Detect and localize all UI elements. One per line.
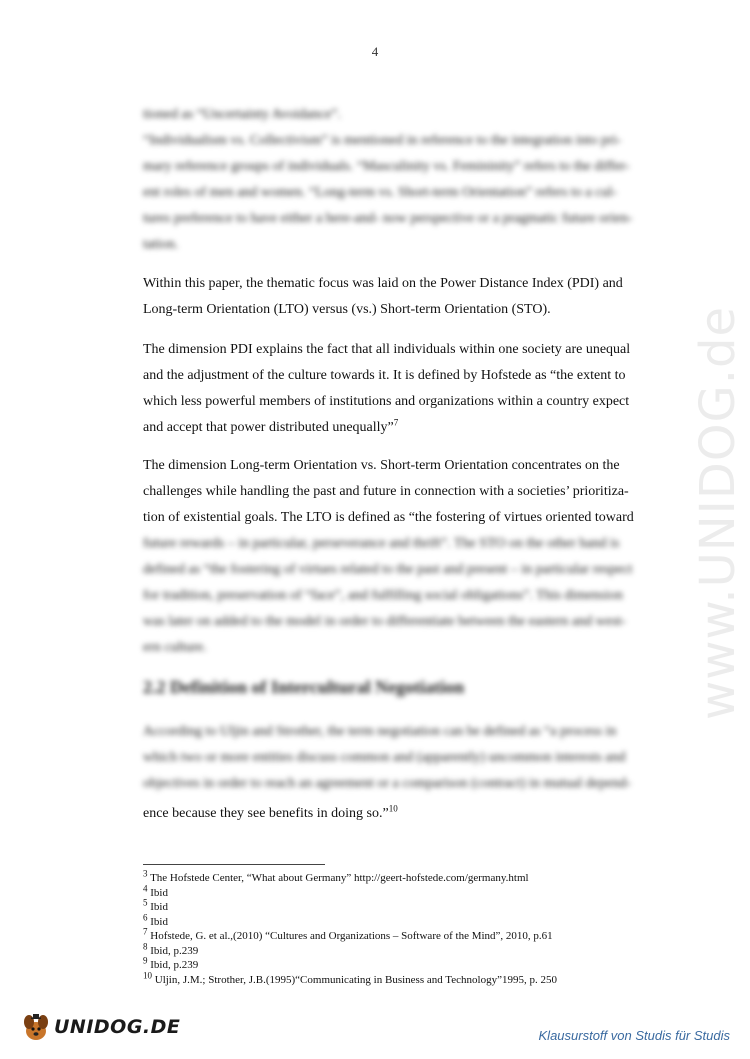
footnote-number: 6: [143, 911, 148, 922]
footnote-divider: [143, 864, 325, 865]
footnote-number: 9: [143, 955, 148, 966]
text-line: [143, 801, 673, 827]
slogan: Klausurstoff von Studis für Studis: [538, 1028, 730, 1043]
blurred-paragraph-definition: [143, 719, 673, 797]
text-line: objectives in order to reach an agreement or a comparison (contract) in mutual depend-: [143, 776, 631, 791]
text-line: According to Uljin and Strother, the term negotiation can be defined as “a process in: [143, 724, 617, 739]
paragraph-lto: [143, 453, 673, 531]
logo-text: UNIDOG.DE: [54, 1016, 181, 1038]
footnote: [143, 955, 703, 973]
page-number: 4: [371, 44, 379, 59]
footnotes: [143, 868, 703, 987]
footnote-number: 7: [143, 926, 148, 937]
text-span: and accept that power distributed unequally”: [143, 420, 394, 435]
text-line: which less powerful members of institutions and organizations within a country expect: [143, 394, 630, 409]
text-line: Long-term Orientation (LTO) versus (vs.) Short-term Orientation (STO).: [143, 302, 551, 317]
footnote-text: Ibid: [150, 901, 168, 913]
footnote-text: Hofstede, G. et al.,(2010) “Cultures and Organizations – Software of the Mind”, 2010, p.61: [150, 930, 553, 942]
text-line: tion of existential goals. The LTO is defined as “the fostering of virtues oriented toward: [143, 510, 634, 525]
footnote: [143, 868, 703, 886]
text-line: The dimension PDI explains the fact that all individuals within one society are unequal: [143, 342, 631, 357]
text-line: tioned as “Uncertainty Avoidance”.: [143, 107, 341, 122]
section-heading: 2.2 Definition of Intercultural Negotiation: [143, 677, 465, 697]
footnote: [143, 897, 703, 915]
text-span: ence because they see benefits in doing so.”: [143, 806, 389, 821]
text-line: [143, 415, 673, 441]
blurred-paragraph-lto: [143, 531, 673, 661]
paragraph-pdi: [143, 337, 673, 441]
text-line: and the adjustment of the culture towards it. It is defined by Hofstede as “the extent to: [143, 368, 626, 383]
footnote: [143, 969, 703, 988]
footnote-ref: 7: [393, 417, 399, 428]
text-line: “Individualism vs. Collectivism” is mentioned in reference to the integration into pri-: [143, 133, 622, 148]
footnote-text: Ibid: [150, 915, 168, 928]
unidog-logo[interactable]: [20, 1012, 180, 1042]
text-line: which two or more entities discuss common and (apparently) uncommon interests and: [143, 750, 626, 765]
footnote-text: The Hofstede Center, “What about Germany” http://geert-hofstede.com/germany.html: [150, 872, 529, 884]
footnote-number: 10: [143, 969, 152, 980]
footnote: [143, 882, 703, 901]
footnote-number: 4: [143, 882, 148, 893]
footnote-text: Uljin, J.M.; Strother, J.B.(1995)“Communicating in Business and Technology”1995, p. 250: [154, 973, 557, 986]
text-line: mary reference groups of individuals. “Masculinity vs. Femininity” refers to the differ-: [143, 159, 630, 174]
text-line: tation.: [143, 237, 179, 252]
text-line: The dimension Long-term Orientation vs. Short-term Orientation concentrates on the: [143, 458, 620, 473]
text-line: ent roles of men and women. “Long-term vs. Short-term Orientation” refers to a cul-: [143, 185, 617, 200]
watermark: www.UNIDOG.de: [690, 305, 746, 720]
footnote: [143, 926, 703, 944]
footnote-text: Ibid: [150, 886, 168, 899]
dog-icon: [20, 1012, 52, 1042]
paragraph-definition-end: [143, 801, 673, 827]
text-line: tures preference to have either a here-and- now perspective or a pragmatic future orien-: [143, 211, 633, 226]
footnote-ref: 10: [388, 803, 398, 814]
footnote-number: 8: [143, 940, 148, 951]
footnote: [143, 940, 703, 959]
footnote-text: Ibid, p.239: [150, 959, 199, 971]
text-line: defined as “the fostering of virtues related to the past and present – in particular respect: [143, 562, 633, 577]
footnote-text: Ibid, p.239: [150, 944, 199, 957]
text-line: for tradition, preservation of “face”, and fulfilling social obligations”. This dimension: [143, 588, 623, 603]
text-line: challenges while handling the past and future in connection with a societies’ prioritiza-: [143, 484, 629, 499]
blurred-paragraph-top: [143, 102, 673, 258]
paragraph-thematic-focus: [143, 271, 673, 323]
text-line: was later on added to the model in order to differentiate between the eastern and west-: [143, 614, 626, 629]
text-line: future rewards – in particular, perseverance and thrift”. The STO on the other hand is: [143, 536, 620, 551]
footnote-number: 5: [143, 897, 148, 908]
footnote-number: 3: [143, 868, 148, 879]
text-line: Within this paper, the thematic focus was laid on the Power Distance Index (PDI) and: [143, 276, 623, 291]
footnote: [143, 911, 703, 930]
text-line: ern culture.: [143, 640, 207, 655]
